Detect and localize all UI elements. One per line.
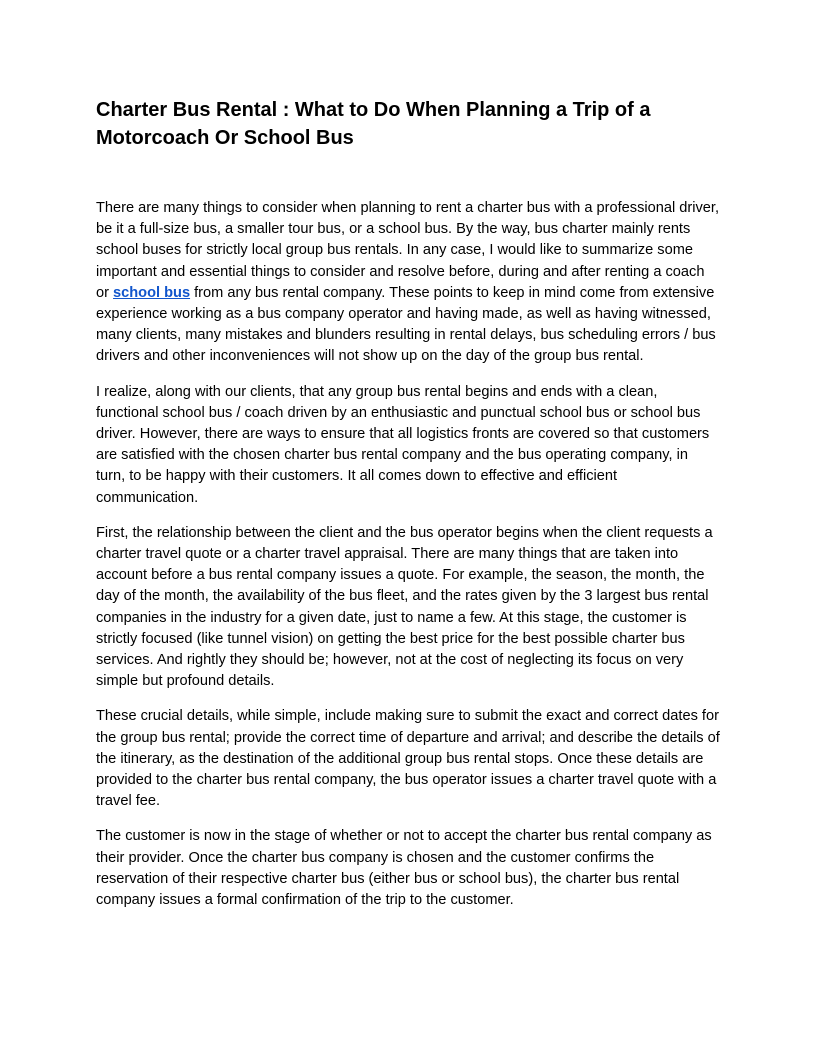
- paragraph-3: First, the relationship between the client and the bus operator begins when the client requests a charter travel quote or a charter travel appraisal. There are many things that are taken into account before a bus rental company issues a quote. For example, the season, the month, the day of the month, the availability of the bus fleet, and the rates given by the 3 largest bus rental companies in the industry for a given date, just to name a few. At this stage, the customer is strictly focused (like tunnel vision) on getting the best price for the best possible charter bus services. And rightly they should be; however, not at the cost of neglecting its focus on very simple but profound details.: [96, 524, 713, 690]
- document-title: Charter Bus Rental : What to Do When Planning a Trip of a Motorcoach Or School Bus: [96, 99, 651, 149]
- paragraph-1: [96, 198, 720, 368]
- paragraph-5: The customer is now in the stage of whether or not to accept the charter bus rental company as their provider. Once the charter bus company is chosen and the customer confirms the reservation of their respective charter bus (either bus or school bus), the charter bus rental company issues a formal confirmation of the trip to the customer.: [96, 828, 712, 909]
- paragraph-2: I realize, along with our clients, that any group bus rental begins and ends with a clean, functional school bus / coach driven by an enthusiastic and punctual school bus or school bus driver. However, there are ways to ensure that all logistics fronts are covered so that customers are satisfied with the chosen charter bus rental company and the bus operating company, in turn, to be happy with their customers. It all comes down to effective and efficient communication.: [96, 383, 710, 506]
- paragraph-1-text-before-link: There are many things to consider when planning to rent a charter bus with a professional driver, be it a full-size bus, a smaller tour bus, or a school bus. By the way, bus charter mainly rents school buses for strictly local group bus rentals. In any case, I would like to summarize some important and essential things to consider and resolve before, during and after renting a coach or: [96, 200, 720, 301]
- document-body: [96, 198, 720, 911]
- school-bus-link[interactable]: school bus: [113, 284, 191, 301]
- paragraph-1-text-after-link: from any bus rental company. These points to keep in mind come from extensive experience working as a bus company operator and having made, as well as having witnessed, many clients, many mistakes and blunders resulting in rental delays, bus scheduling errors / bus drivers and other inconveniences will not show up on the day of the group bus rental.: [96, 284, 716, 365]
- document-page: [96, 96, 720, 925]
- paragraph-4: These crucial details, while simple, include making sure to submit the exact and correct dates for the group bus rental; provide the correct time of departure and arrival; and describe the details of the itinerary, as the destination of the additional group bus rental stops. Once these details are provided to the charter bus rental company, the bus operator issues a charter travel quote with a travel fee.: [96, 708, 720, 810]
